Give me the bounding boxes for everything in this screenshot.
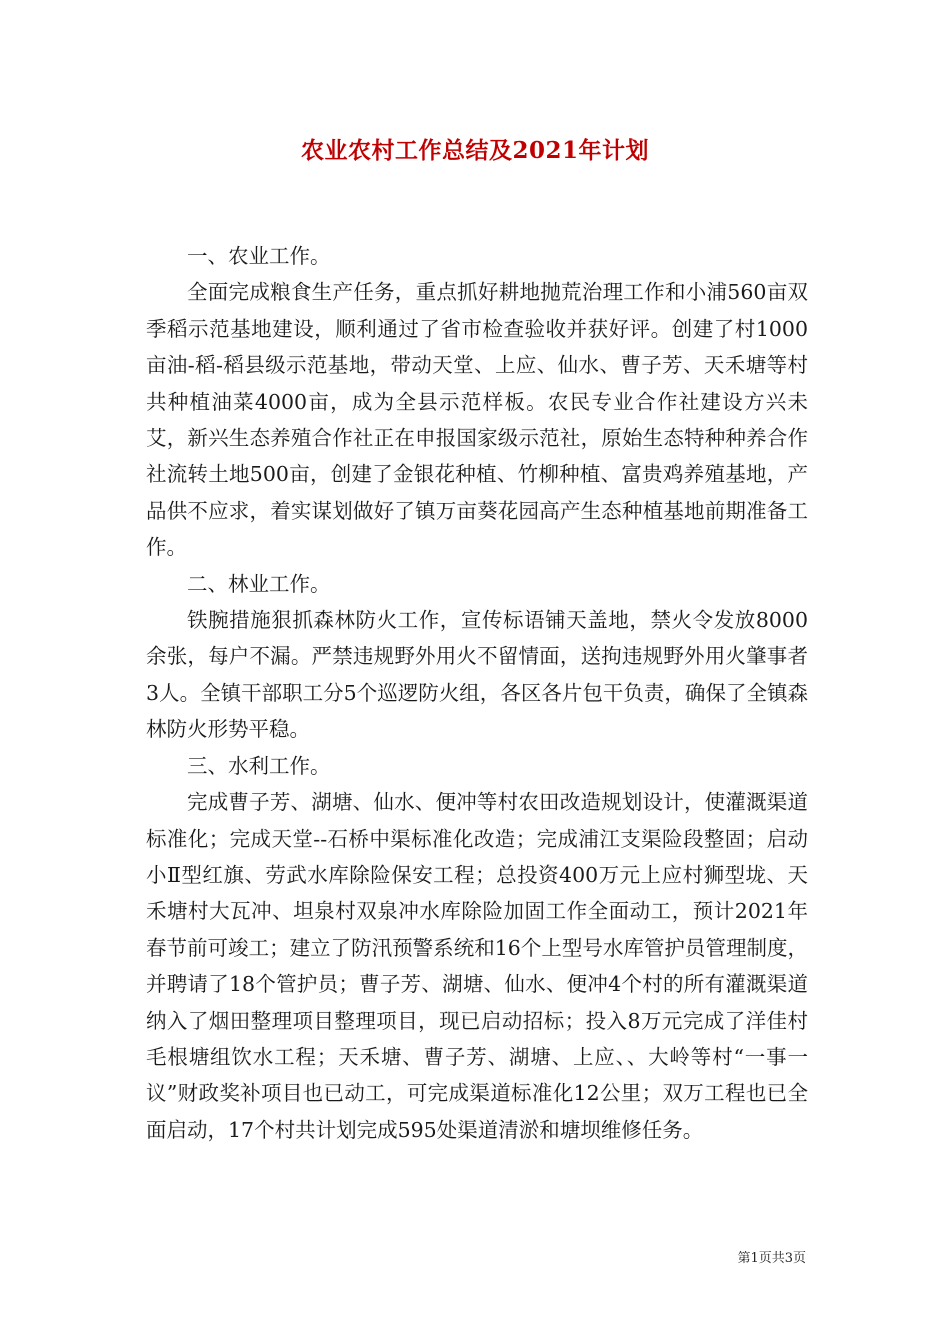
section-paragraph-agriculture: 全面完成粮食生产任务，重点抓好耕地抛荒治理工作和小浦560亩双季稻示范基地建设，顺利通过了省市检查验收并获好评。创建了村1000亩油-稻-稻县级示范基地，带动天堂、上应、仙水、曹子芳、天禾塘等村共种植油菜4000亩，成为全县示范样板。农民专业合作社建设方兴未艾，新兴生态养殖合作社正在申报国家级示范社，原始生态特种种养合作社流转土地500亩，创建了金银花种植、竹柳种植、富贵鸡养殖基地，产品供不应求，着实谋划做好了镇万亩葵花园高产生态种植基地前期准备工作。 [146, 280, 808, 560]
section-heading-water-conservancy: 三、水利工作。 [187, 753, 331, 778]
document-body [146, 238, 808, 1148]
page-number: 第1页共3页 [737, 1251, 806, 1266]
section-heading-agriculture: 一、农业工作。 [187, 244, 331, 268]
section-paragraph-water-conservancy: 完成曹子芳、湖塘、仙水、便冲等村农田改造规划设计，使灌溉渠道标准化；完成天堂--石桥中渠标准化改造；完成浦江支渠险段整固；启动小Ⅱ型红旗、劳武水库除险保安工程；总投资400万元上应村狮型垅、天禾塘村大瓦冲、坦泉村双泉冲水库除险加固工作全面动工，预计2021年春节前可竣工；建立了防汛预警系统和16个上型号水库管护员管理制度，并聘请了18个管护员；曹子芳、湖塘、仙水、便冲4个村的所有灌溉渠道纳入了烟田整理项目整理项目，现已启动招标；投入8万元完成了洋佳村毛根塘组饮水工程；天禾塘、曹子芳、湖塘、上应、、大岭等村“一事一议”财政奖补项目也已动工，可完成渠道标准化12公里；双万工程也已全面启动，17个村共计划完成595处渠道清淤和塘坝维修任务。 [146, 790, 808, 1142]
document-title: 农业农村工作总结及2021年计划 [300, 137, 649, 164]
section-paragraph-forestry: 铁腕措施狠抓森林防火工作，宣传标语铺天盖地，禁火令发放8000余张，每户不漏。严禁违规野外用火不留情面，送拘违规野外用火肇事者3人。全镇干部职工分5个巡逻防火组，各区各片包干负责，确保了全镇森林防火形势平稳。 [146, 608, 808, 742]
section-heading-forestry: 二、林业工作。 [187, 571, 331, 596]
